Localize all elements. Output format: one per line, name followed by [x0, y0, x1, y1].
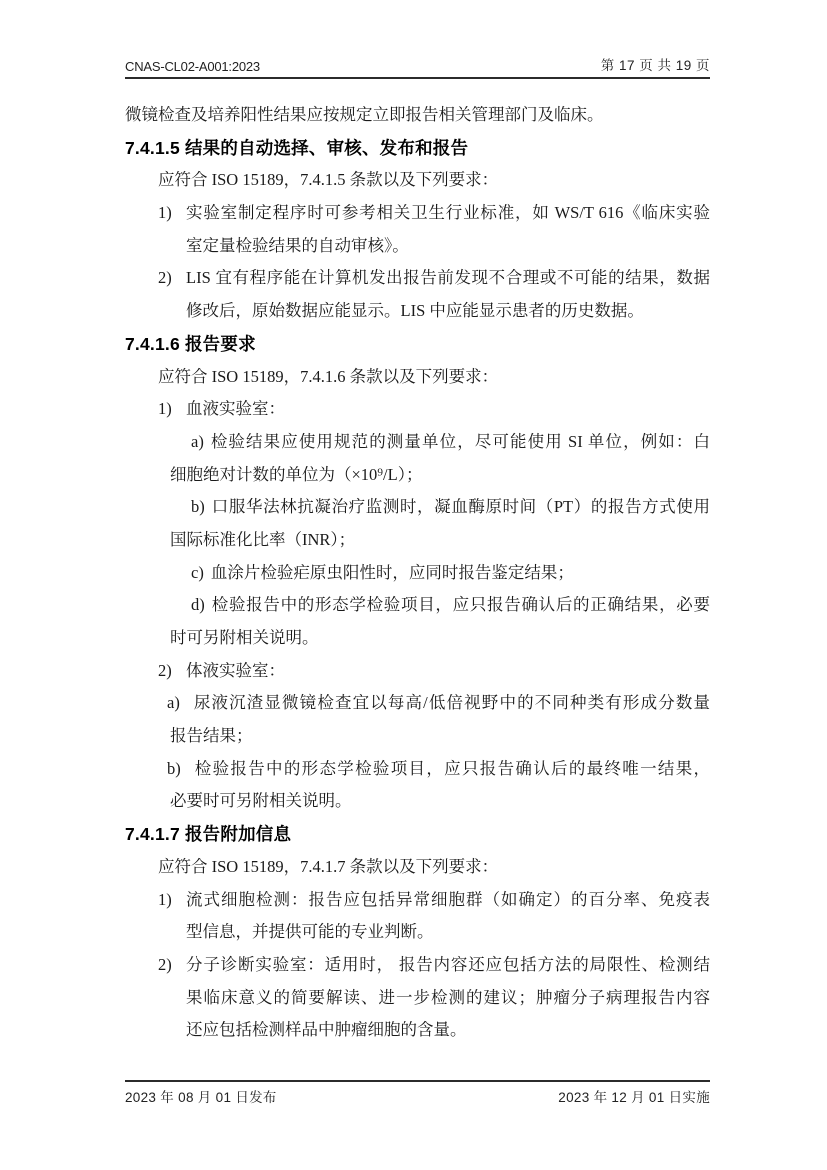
list-item-label: c) [191, 562, 204, 582]
list-item-label: a) [191, 431, 204, 451]
sub-list-item [125, 491, 710, 556]
doc-line [125, 393, 710, 426]
doc-text-line: 时可另附相关说明。 [170, 628, 319, 647]
doc-line [125, 426, 710, 459]
sub-list-item [125, 426, 710, 491]
doc-text-line: 分子诊断实验室：适用时， 报告内容还应包括方法的局限性、检测结 [186, 954, 710, 974]
list-item [125, 393, 710, 426]
footer-implement-date: 2023 年 12 月 01 日实施 [558, 1090, 710, 1105]
doc-line [125, 295, 710, 328]
doc-code: CNAS-CL02-A001:2023 [125, 59, 260, 74]
doc-text-line: 血液实验室： [186, 399, 285, 419]
doc-line [125, 655, 710, 688]
doc-line [125, 230, 710, 263]
paragraph [125, 361, 710, 394]
doc-line [125, 99, 710, 132]
doc-line [125, 262, 710, 295]
doc-text-line: 应符合 ISO 15189，7.4.1.7 条款以及下列要求： [158, 856, 499, 876]
doc-line [125, 164, 710, 197]
list-item-label: d) [191, 595, 205, 615]
doc-line [125, 491, 710, 524]
doc-text-line: 国际标准化比率（INR）； [170, 529, 356, 549]
list-item-label: b) [167, 758, 181, 778]
doc-text-line: 细胞绝对计数的单位为（×10⁹/L）； [170, 464, 423, 484]
doc-line [125, 132, 710, 165]
doc-text-line: 检验报告中的形态学检验项目，应只报告确认后的最终唯一结果， [194, 758, 710, 778]
sub-list-item [125, 589, 710, 654]
doc-line [125, 328, 710, 361]
doc-text-line: 必要时可另附相关说明。 [170, 791, 352, 811]
footer-issue-date: 2023 年 08 月 01 日发布 [125, 1090, 277, 1105]
doc-text-line: 室定量检验结果的自动审核》。 [186, 235, 409, 255]
doc-text-line: 应符合 ISO 15189，7.4.1.6 条款以及下列要求： [158, 366, 499, 386]
doc-text-line: 7.4.1.5 结果的自动选择、审核、发布和报告 [125, 137, 469, 158]
sub-list-item [125, 753, 710, 818]
doc-line [125, 589, 710, 622]
section-heading [125, 328, 710, 361]
header-rule [125, 77, 710, 79]
doc-text-line: 型信息，并提供可能的专业判断。 [186, 922, 434, 942]
doc-line [125, 557, 710, 590]
doc-line [125, 851, 710, 884]
doc-text-line: 7.4.1.6 报告要求 [125, 333, 256, 354]
doc-text-line: 还应包括检测样品中肿瘤细胞的含量。 [186, 1020, 467, 1040]
list-item-label: 2) [158, 660, 172, 680]
section-heading [125, 818, 710, 851]
list-item [125, 655, 710, 688]
list-item-label: 1) [158, 889, 172, 909]
list-item [125, 262, 710, 327]
doc-text-line: 流式细胞检测：报告应包括异常细胞群（如确定）的百分率、免疫表 [186, 889, 710, 909]
list-item-label: 2) [158, 954, 172, 974]
doc-line [125, 361, 710, 394]
doc-text-line: 修改后，原始数据应能显示。LIS 中应能显示患者的历史数据。 [186, 301, 644, 321]
doc-text-line: 实验室制定程序时可参考相关卫生行业标准，如 WS/T 616《临床实验 [186, 203, 710, 223]
doc-line [125, 949, 710, 982]
doc-line [125, 197, 710, 230]
sub-list-item [125, 557, 710, 590]
doc-line [125, 459, 710, 492]
list-item-label: 1) [158, 203, 172, 223]
doc-text-line: 体液实验室： [186, 660, 285, 680]
doc-text-line: 检验报告中的形态学检验项目，应只报告确认后的正确结果，必要 [211, 595, 710, 615]
doc-text-line: 血涂片检验疟原虫阳性时，应同时报告鉴定结果； [210, 562, 574, 582]
paragraph [125, 851, 710, 884]
section-heading [125, 132, 710, 165]
doc-line [125, 916, 710, 949]
doc-line [125, 1014, 710, 1047]
doc-line [125, 785, 710, 818]
doc-text-line: 应符合 ISO 15189，7.4.1.5 条款以及下列要求： [158, 170, 499, 190]
doc-text-line: 微镜检查及培养阳性结果应按规定立即报告相关管理部门及临床。 [125, 105, 604, 124]
document-body [125, 99, 710, 1047]
footer-rule [125, 1080, 710, 1082]
doc-line [125, 884, 710, 917]
doc-line [125, 818, 710, 851]
doc-line [125, 720, 710, 753]
doc-text-line: 尿液沉渣显微镜检查宜以每高/低倍视野中的不同种类有形成分数量 [193, 693, 710, 713]
doc-text-line: 果临床意义的简要解读、进一步检测的建议；肿瘤分子病理报告内容 [186, 987, 710, 1007]
paragraph [125, 99, 710, 132]
list-item [125, 197, 710, 262]
list-item-label: a) [167, 693, 180, 713]
doc-text-line: 检验结果应使用规范的测量单位，尽可能使用 SI 单位，例如：白 [210, 431, 710, 451]
list-item-label: b) [191, 497, 205, 517]
doc-line [125, 982, 710, 1015]
page-header [125, 54, 710, 74]
doc-line [125, 622, 710, 655]
doc-text-line: 口服华法林抗凝治疗监测时，凝血酶原时间（PT）的报告方式使用 [211, 497, 710, 517]
doc-text-line: 7.4.1.7 报告附加信息 [125, 824, 292, 845]
doc-line [125, 687, 710, 720]
list-item [125, 949, 710, 1047]
doc-line [125, 524, 710, 557]
page-number: 第 17 页 共 19 页 [600, 58, 710, 73]
list-item-label: 2) [158, 268, 172, 288]
list-item [125, 884, 710, 949]
doc-text-line: LIS 宜有程序能在计算机发出报告前发现不合理或不可能的结果，数据 [186, 268, 710, 288]
doc-text-line: 报告结果； [170, 726, 253, 746]
paragraph [125, 164, 710, 197]
page-footer [125, 1085, 710, 1107]
doc-line [125, 753, 710, 786]
list-item-label: 1) [158, 399, 172, 419]
sub-list-item [125, 687, 710, 752]
